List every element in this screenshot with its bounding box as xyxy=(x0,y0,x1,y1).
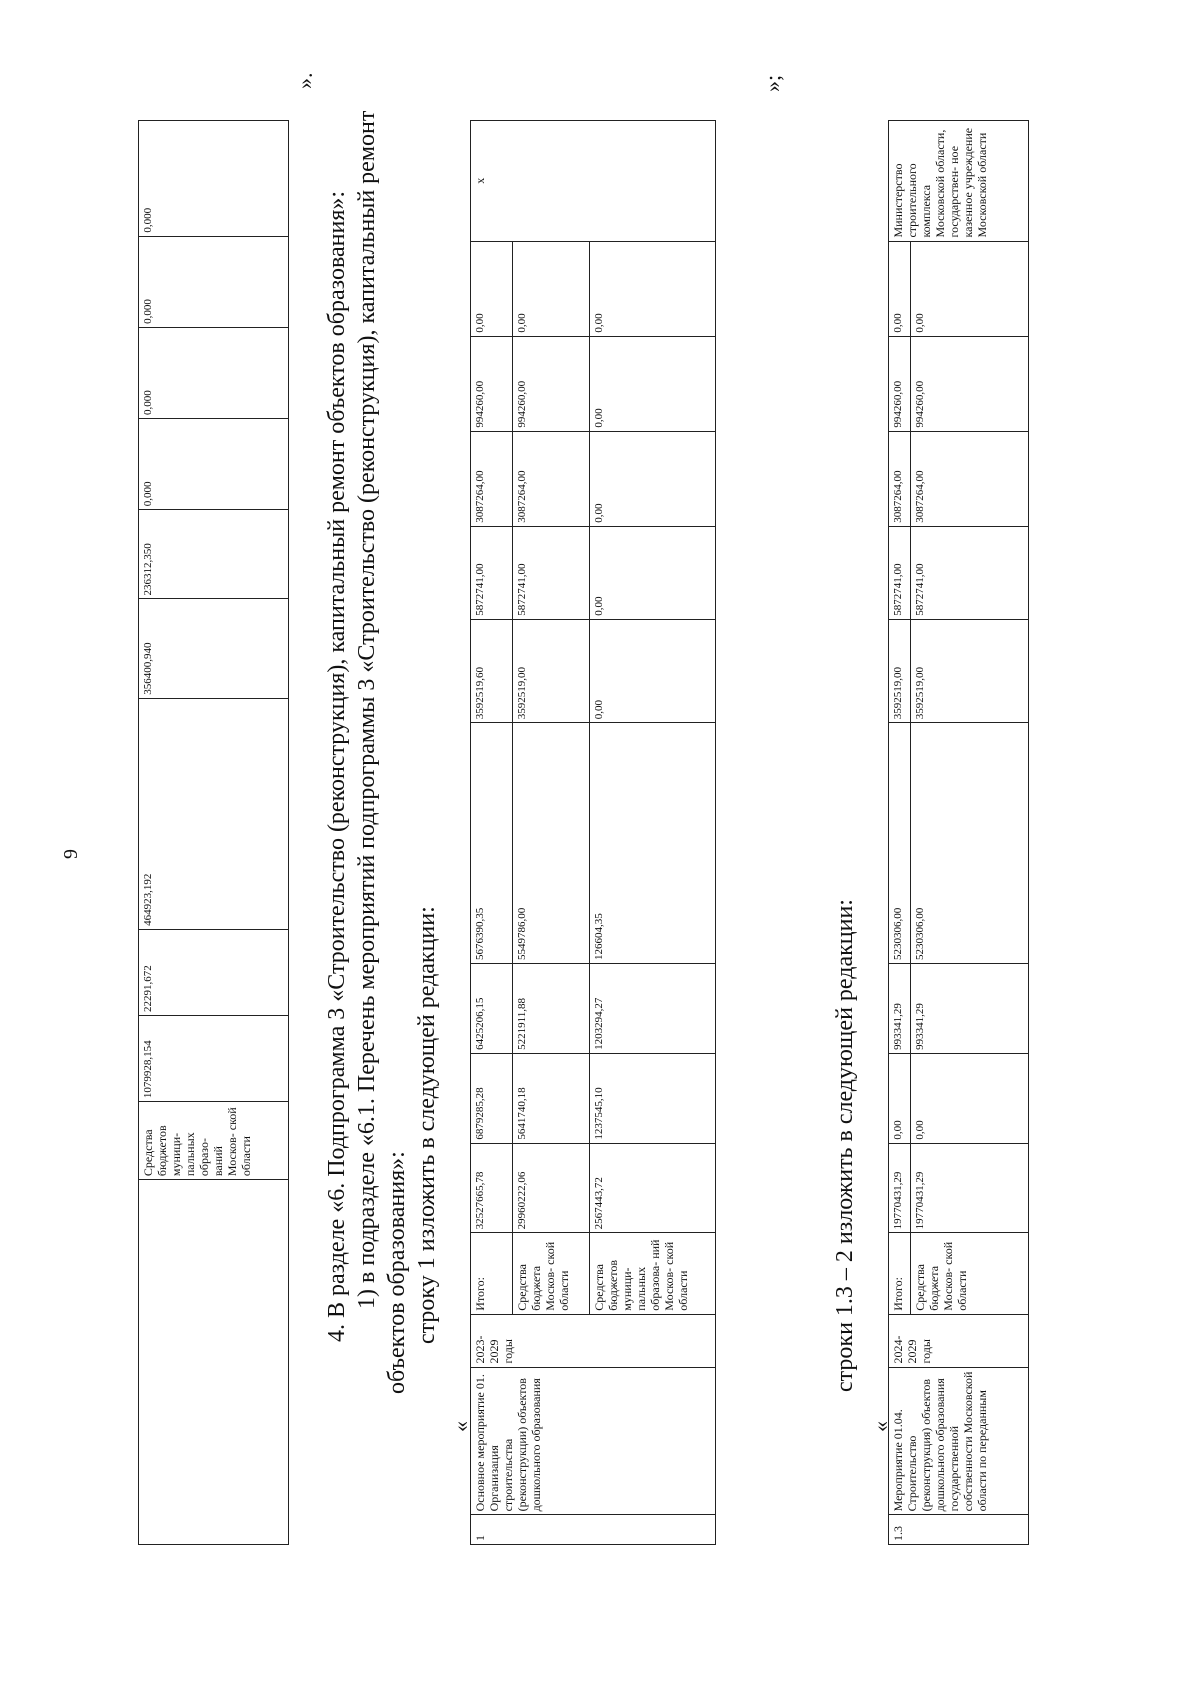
value-cell: 5230306,00 xyxy=(889,723,911,964)
value-cell: 3087264,00 xyxy=(513,431,590,526)
value-cell: 0,000 xyxy=(139,121,289,237)
value-cell: 3592519,00 xyxy=(889,619,911,723)
value-cell: 5872741,00 xyxy=(471,526,513,619)
value-cell: 5872741,00 xyxy=(889,526,911,619)
value-cell: 5872741,00 xyxy=(513,526,590,619)
closing-mark: »; xyxy=(760,74,785,92)
source-label: Средства бюджетов муници- пальных образова- ний Москов- ской области xyxy=(590,1233,716,1314)
value-cell: 0,00 xyxy=(590,431,716,526)
value-cell: 126604,35 xyxy=(590,723,716,964)
responsible-cell: Министерство строительного комплекса Московской области, государствен- ное казенное учреждение Московской области xyxy=(889,121,1029,242)
value-cell: 32527665,78 xyxy=(471,1143,513,1233)
value-cell: 994260,00 xyxy=(513,336,590,431)
value-cell: 3592519,00 xyxy=(911,619,1029,723)
value-cell: 5230306,00 xyxy=(911,723,1029,964)
source-label: Средства бюджета Москов- ской области xyxy=(911,1233,1029,1314)
value-cell: 19770431,29 xyxy=(911,1143,1029,1233)
table-row13 xyxy=(888,120,1029,1545)
row-number: 1.3 xyxy=(889,1515,1029,1545)
value-cell: 0,00 xyxy=(911,241,1029,336)
table-row1 xyxy=(470,120,716,1545)
value-cell: 0,00 xyxy=(590,526,716,619)
value-cell: 0,00 xyxy=(590,619,716,723)
value-cell: 3087264,00 xyxy=(911,431,1029,526)
value-cell: 0,00 xyxy=(889,241,911,336)
value-cell: 22291,672 xyxy=(139,929,289,1015)
section-heading: 4. В разделе «6. Подпрограмма 3 «Строительство (реконструкция), капитальный ремонт объектов образования»: xyxy=(324,190,350,1342)
value-cell: 994260,00 xyxy=(889,336,911,431)
value-cell: 994260,00 xyxy=(911,336,1029,431)
source-label: Средства бюджетов муници- пальных образо- ваний Москов- ской области xyxy=(139,1102,289,1180)
value-cell: 0,000 xyxy=(139,327,289,418)
open-quote: « xyxy=(448,1421,473,1432)
value-cell: 1237545,10 xyxy=(590,1053,716,1143)
page-number: 9 xyxy=(60,849,82,859)
source-label: Средства бюджета Москов- ской области xyxy=(513,1233,590,1314)
value-cell: 0,00 xyxy=(590,241,716,336)
value-cell: 5221911,88 xyxy=(513,964,590,1054)
period: 2024- 2029 годы xyxy=(889,1314,1029,1367)
period: 2023- 2029 годы xyxy=(471,1314,716,1367)
paragraph-line: строки 1.3 – 2 изложить в следующей редакции: xyxy=(832,899,858,1392)
value-cell: 5549786,00 xyxy=(513,723,590,964)
table-top xyxy=(138,120,289,1545)
value-cell: 6425206,15 xyxy=(471,964,513,1054)
source-label: Итого: xyxy=(889,1233,911,1314)
open-quote: « xyxy=(868,1421,893,1432)
value-cell: 1203294,27 xyxy=(590,964,716,1054)
paragraph-line: строку 1 изложить в следующей редакции: xyxy=(414,906,440,1344)
value-cell: 0,00 xyxy=(513,241,590,336)
value-cell: 994260,00 xyxy=(471,336,513,431)
value-cell: 236312,350 xyxy=(139,510,289,599)
value-cell: 0,00 xyxy=(471,241,513,336)
paragraph-line: объектов образования»: xyxy=(384,1151,410,1394)
value-cell: 0,000 xyxy=(139,236,289,327)
value-cell: 0,000 xyxy=(139,419,289,510)
value-cell: 0,00 xyxy=(889,1053,911,1143)
closing-mark: ». xyxy=(292,72,317,89)
measure-name: Основное мероприятие 01. Организация строительства (реконструкции) объектов дошкольного образования xyxy=(471,1367,716,1515)
row-number: 1 xyxy=(471,1515,716,1545)
source-label: Итого: xyxy=(471,1233,513,1314)
measure-name: Мероприятие 01.04. Строительство (реконструкция) объектов дошкольного образования государственной собственности Московской области по переданным xyxy=(889,1367,1029,1515)
paragraph-line: 1) в подразделе «6.1. Перечень мероприятий подпрограммы 3 «Строительство (реконструкция), капитальный ремонт xyxy=(354,110,380,1309)
value-cell: 3087264,00 xyxy=(471,431,513,526)
value-cell: 0,00 xyxy=(590,336,716,431)
value-cell: 0,00 xyxy=(911,1053,1029,1143)
value-cell: 464923,192 xyxy=(139,698,289,929)
empty-cell xyxy=(139,1180,289,1545)
value-cell: 5641740,18 xyxy=(513,1053,590,1143)
value-cell: 3592519,60 xyxy=(471,619,513,723)
value-cell: 29960222,06 xyxy=(513,1143,590,1233)
value-cell: 356400,940 xyxy=(139,599,289,698)
value-cell: 1079928,154 xyxy=(139,1015,289,1101)
value-cell: 3087264,00 xyxy=(889,431,911,526)
value-cell: 2567443,72 xyxy=(590,1143,716,1233)
value-cell: 5676390,35 xyxy=(471,723,513,964)
responsible-cell: x xyxy=(471,121,716,242)
value-cell: 19770431,29 xyxy=(889,1143,911,1233)
value-cell: 5872741,00 xyxy=(911,526,1029,619)
value-cell: 993341,29 xyxy=(889,964,911,1054)
value-cell: 993341,29 xyxy=(911,964,1029,1054)
value-cell: 3592519,00 xyxy=(513,619,590,723)
value-cell: 6879285,28 xyxy=(471,1053,513,1143)
